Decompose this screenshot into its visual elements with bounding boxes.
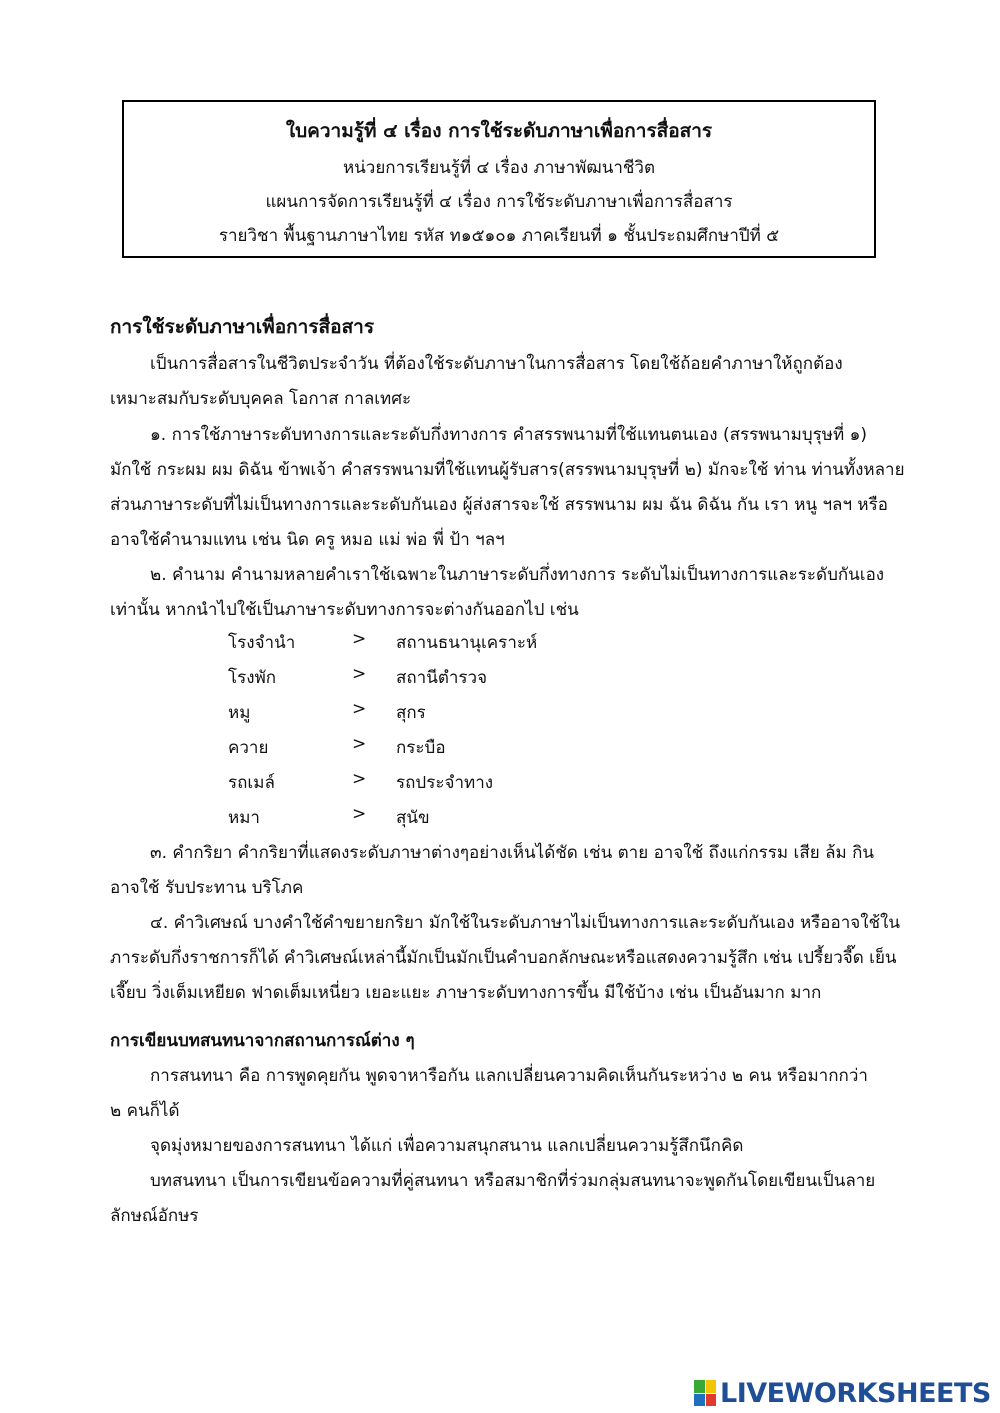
para3-line-1: บทสนทนา เป็นการเขียนข้อความที่คู่สนทนา หรือสมาชิกที่ร่วมกลุ่มสนทนาจะพูดกันโดยเขียนเป็นลาย (150, 1171, 876, 1191)
informal-word: ควาย (228, 738, 269, 758)
formal-word: รถประจำทาง (396, 773, 494, 793)
liveworksheets-mark-icon (694, 1380, 716, 1406)
informal-word: โรงจำนำ (228, 633, 296, 653)
intro-line-2: เหมาะสมกับระดับบุคคล โอกาส กาลเทศะ (110, 389, 412, 409)
item3-line-1: ๓. คำกริยา คำกริยาที่แสดงระดับภาษาต่างๆอย่างเห็นได้ชัด เช่น ตาย อาจใช้ ถึงแก่กรรม เสีย ล้ม กิน (150, 843, 875, 863)
unit-line: หน่วยการเรียนรู้ที่ ๔ เรื่อง ภาษาพัฒนาชีวิต (342, 158, 656, 178)
arrow-symbol: > (352, 804, 367, 824)
para3-line-2: ลักษณ์อักษร (110, 1206, 199, 1226)
formal-word: สุกร (396, 703, 426, 723)
item2-line-1: ๒. คำนาม คำนามหลายคำเราใช้เฉพาะในภาษาระดับกึ่งทางการ ระดับไม่เป็นทางการและระดับกันเอง (150, 565, 885, 585)
section2-heading: การเขียนบทสนทนาจากสถานการณ์ต่าง ๆ (110, 1031, 415, 1051)
informal-word: หมู (228, 703, 251, 723)
arrow-symbol: > (352, 769, 367, 789)
arrow-symbol: > (352, 629, 367, 649)
arrow-symbol: > (352, 699, 367, 719)
item4-line-1: ๔. คำวิเศษณ์ บางคำใช้คำขยายกริยา มักใช้ในระดับภาษาไม่เป็นทางการและระดับกันเอง หรืออาจใช้ใน (150, 913, 900, 933)
arrow-symbol: > (352, 734, 367, 754)
para2-line: จุดมุ่งหมายของการสนทนา ได้แก่ เพื่อความสนุกสนาน แลกเปลี่ยนความรู้สึกนึกคิด (150, 1136, 744, 1156)
para1-line-1: การสนทนา คือ การพูดคุยกัน พูดจาหารือกัน แลกเปลี่ยนความคิดเห็นกันระหว่าง ๒ คน หรือมากกว่า (150, 1066, 868, 1086)
word-pair-row (228, 664, 628, 688)
item3-line-2: อาจใช้ รับประทาน บริโภค (110, 878, 304, 898)
item1-line-3: ส่วนภาษาระดับที่ไม่เป็นทางการและระดับกันเอง ผู้ส่งสารจะใช้ สรรพนาม ผม ฉัน ดิฉัน กัน เรา หนู ฯลฯ หรือ (110, 495, 888, 515)
formal-word: สถานีตำรวจ (396, 668, 488, 688)
informal-word: โรงพัก (228, 668, 277, 688)
section1-heading: การใช้ระดับภาษาเพื่อการสื่อสาร (110, 316, 375, 338)
item1-line-4: อาจใช้คำนามแทน เช่น นิด ครู หมอ แม่ พ่อ พี่ ป้า ฯลฯ (110, 530, 505, 550)
informal-word: รถเมล์ (228, 773, 275, 793)
header-box (122, 100, 876, 258)
arrow-symbol: > (352, 664, 367, 684)
informal-word: หมา (228, 808, 260, 828)
worksheet-title: ใบความรู้ที่ ๔ เรื่อง การใช้ระดับภาษาเพื่อการสื่อสาร (285, 120, 713, 142)
word-pair-row (228, 629, 628, 653)
formal-word: สุนัข (396, 808, 430, 828)
word-pair-row (228, 769, 628, 793)
formal-word: สถานธนานุเคราะห์ (396, 633, 538, 653)
word-pair-row (228, 804, 628, 828)
item4-line-2: ภาระดับกึ่งราชการก็ได้ คำวิเศษณ์เหล่านี้มักเป็นมักเป็นคำบอกลักษณะหรือแสดงความรู้สึก เช่น เปรี้ยวจี๊ด เย็น (110, 948, 897, 968)
item1-line-2: มักใช้ กระผม ผม ดิฉัน ข้าพเจ้า คำสรรพนามที่ใช้แทนผู้รับสาร(สรรพนามบุรุษที่ ๒) มักจะใช้ ท่าน ท่านทั้งหลาย (110, 460, 905, 480)
item1-line-1: ๑. การใช้ภาษาระดับทางการและระดับกึ่งทางการ คำสรรพนามที่ใช้แทนตนเอง (สรรพนามบุรุษที่ ๑) (150, 425, 868, 445)
para1-line-2: ๒ คนก็ได้ (110, 1101, 180, 1121)
brand-name: LIVEWORKSHEETS (720, 1377, 991, 1409)
course-line: รายวิชา พื้นฐานภาษาไทย รหัส ท๑๕๑๐๑ ภาคเรียนที่ ๑ ชั้นประถมศึกษาปีที่ ๕ (218, 226, 780, 246)
liveworksheets-logo (694, 1378, 991, 1408)
word-pair-row (228, 699, 628, 723)
word-pair-row (228, 734, 628, 758)
formal-word: กระบือ (396, 738, 446, 758)
item2-line-2: เท่านั้น หากนำไปใช้เป็นภาษาระดับทางการจะต่างกันออกไป เช่น (110, 600, 579, 620)
plan-line: แผนการจัดการเรียนรู้ที่ ๔ เรื่อง การใช้ระดับภาษาเพื่อการสื่อสาร (265, 192, 733, 212)
item4-line-3: เจี๊ยบ วิ่งเต็มเหยียด ฟาดเต็มเหนี่ยว เยอะแยะ ภาษาระดับทางการขึ้น มีใช้บ้าง เช่น เป็นอันมาก มาก (110, 983, 822, 1003)
intro-line-1: เป็นการสื่อสารในชีวิตประจำวัน ที่ต้องใช้ระดับภาษาในการสื่อสาร โดยใช้ถ้อยคำภาษาให้ถูกต้อง (150, 354, 843, 374)
